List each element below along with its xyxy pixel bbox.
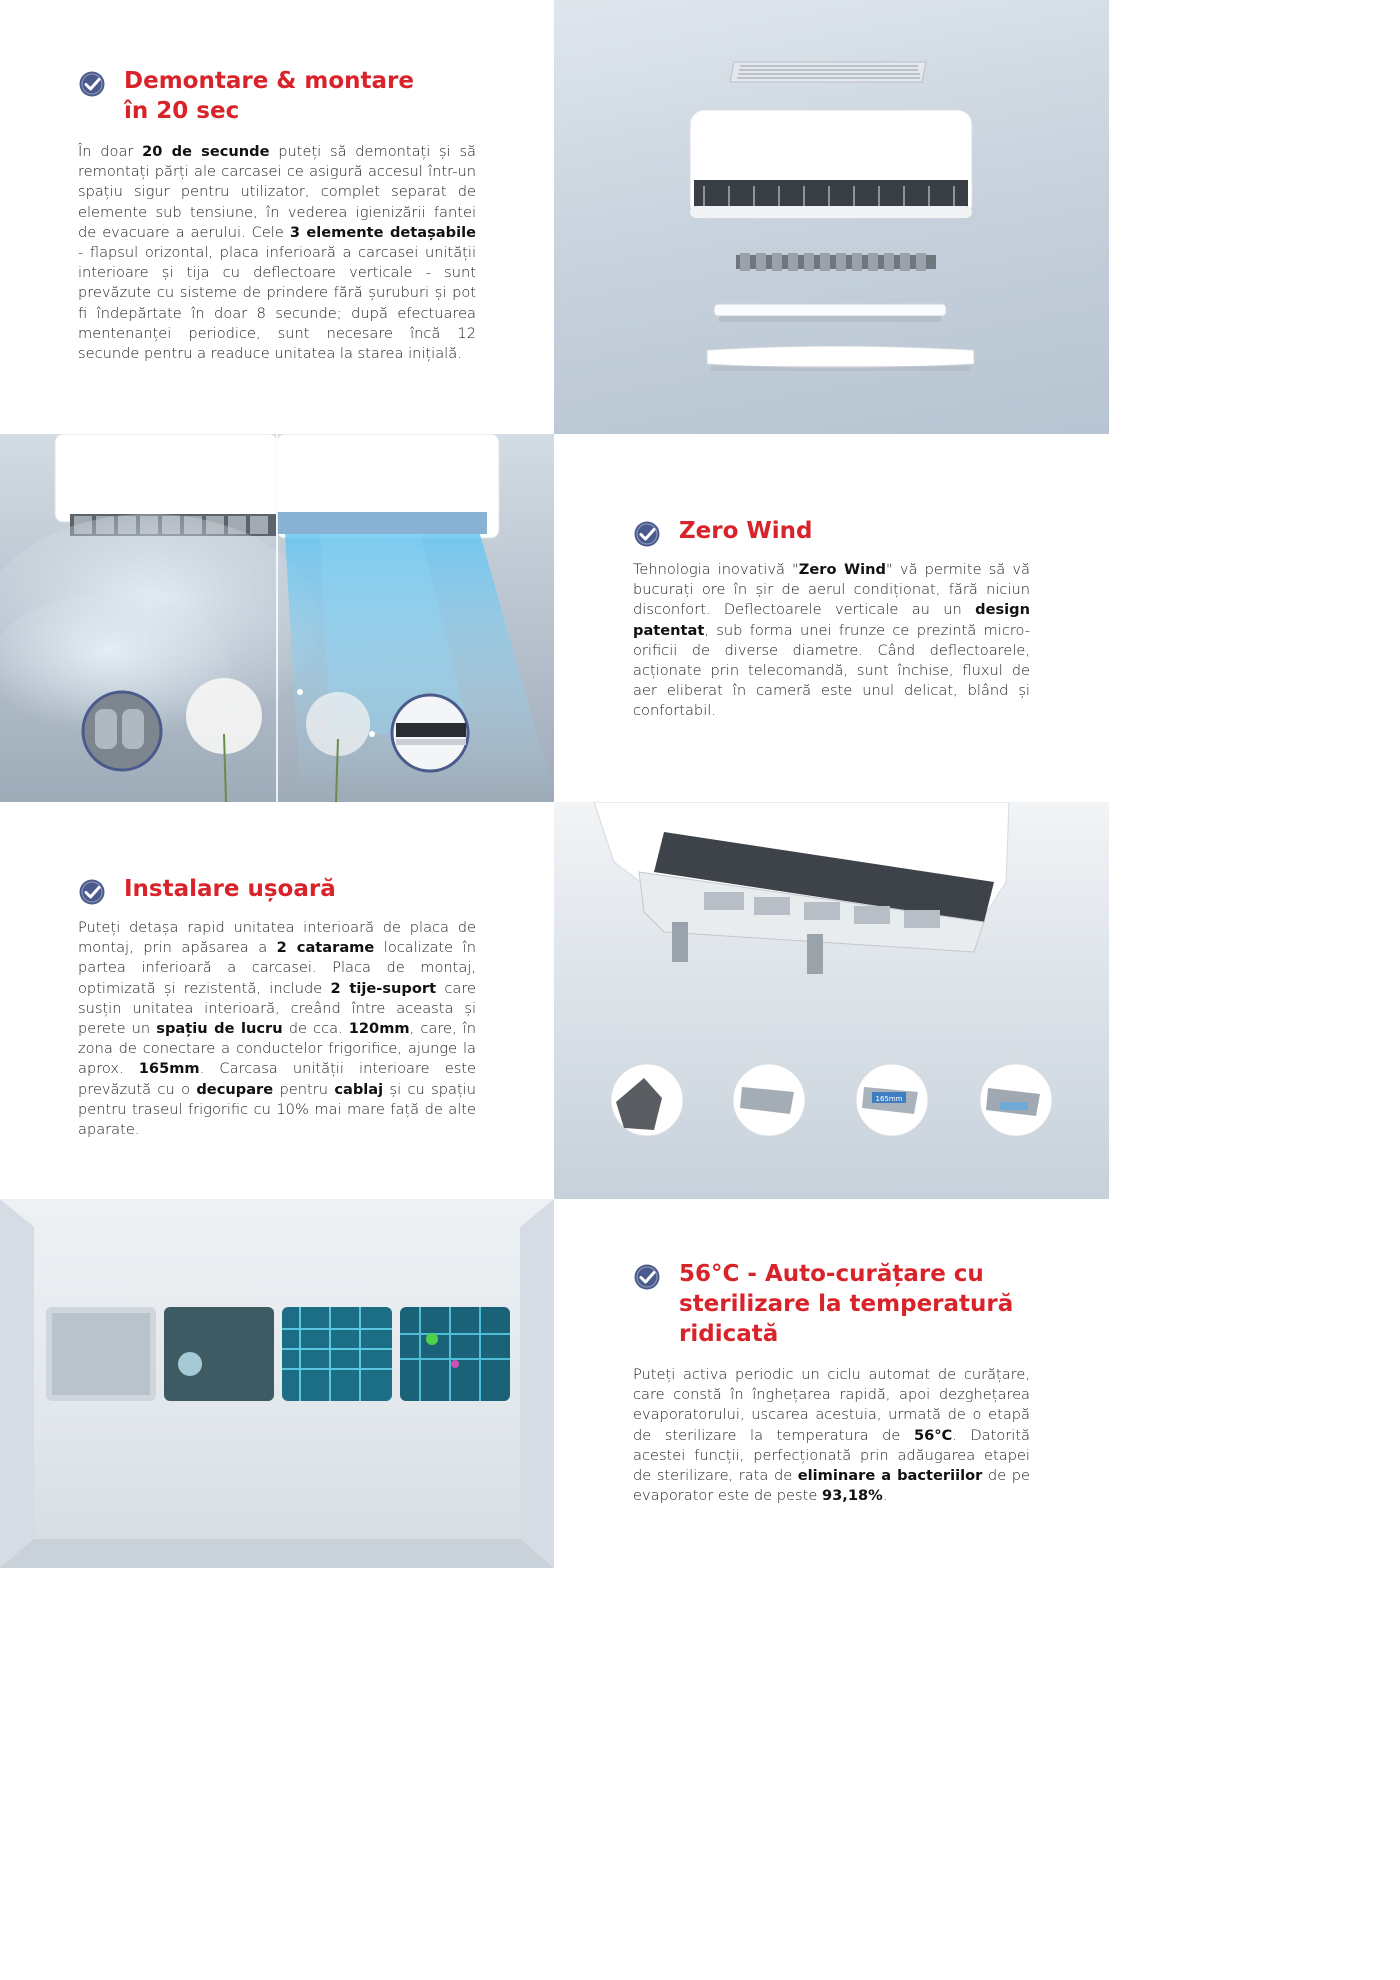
detail-circle-cable-cutout [980,1064,1052,1136]
section-text-cell [0,802,554,1199]
paragraph-text: și cu spațiu pentru traseul frigorific cu 10% mai mare față de alte aparate. [78,1080,476,1139]
feature-description [78,918,476,1140]
product-image-mounting [554,802,1109,1199]
feature-title [124,66,414,126]
deflector-rod-part [736,253,936,271]
indoor-unit-body [690,110,972,218]
paragraph-text: localizate în partea inferioară a carcasei. Placa de montaj, optimizată și rezistentă, include [78,939,476,997]
feature-title [679,1259,1013,1349]
feature-title-line-1: Zero Wind [679,518,813,544]
paragraph-text: În doar [78,143,143,160]
product-image-zero-wind [0,434,554,802]
feature-title-line-1: 56°C - Auto-curățare cu [679,1261,984,1287]
product-image-disassembly [554,0,1109,434]
cleaning-stage-sterilize [400,1307,510,1401]
cleaning-stage-dry [282,1307,392,1401]
feature-title-line-1: Demontare & montare [124,68,414,94]
paragraph-text: de pe evaporator este de peste [633,1467,1030,1505]
feature-description [78,142,476,364]
dandelion-calm [186,678,262,802]
ac-exploded-illustration [554,0,1109,434]
paragraph-text: , sub forma unei frunze ce prezintă micro-orificii de diverse diametre. Când deflectoarele, acționate prin telecomandă, sunt închise, fluxul de aer eliberat în cameră este unul delicat, blând și confortabil. [633,621,1030,720]
filter-grille-part [730,62,926,82]
section-text-cell [0,0,554,434]
closed-deflector-inset [392,695,468,771]
feature-description [633,1365,1030,1506]
paragraph-text: Puteți activa periodic un ciclu automat de curățare, care constă în înghețarea rapidă, apoi dezghețarea evaporatorului, uscarea acestuia, urmată de o etapă de sterilizare la temperatura de [633,1366,1030,1444]
zero-wind-comparison-illustration [0,434,554,802]
emphasis-text: eliminare a bacteriilor [797,1467,983,1485]
paragraph-text: . [882,1487,888,1505]
paragraph-text: de cca. [282,1020,349,1038]
paragraph-text: " vă permite să vă bucurați ore în șir de aerul condiționat, fără niciun disconfort. Deflectoarele verticale au un [633,561,1030,619]
feature-title-line-1: Instalare ușoară [124,876,336,902]
feature-block-demontare [78,66,476,364]
gap-label: 165mm [875,1095,903,1103]
emphasis-text: design patentat [633,601,1030,639]
paragraph-text: pentru [273,1080,335,1098]
section-row-1 [0,0,1109,434]
emphasis-text: spațiu de lucru [156,1020,283,1038]
detail-circle-support-rod [733,1064,805,1136]
feature-title-line-3: ridicată [679,1321,779,1347]
bottom-plate-part [714,304,946,322]
emphasis-text: 20 de secunde [142,143,270,160]
paragraph-text: puteți să demontați și să remontați părți ale carcasei ce asigură accesul într-un spațiu sigur pentru utilizator, complet separat de elemente sub tensiune, în vederea igienizării fantei de evacuare a aerului. Cele [78,143,476,241]
check-badge-icon [78,878,106,906]
emphasis-text: cablaj [334,1080,384,1098]
self-cleaning-room-illustration [0,1199,554,1568]
emphasis-text: 2 catarame [276,939,375,957]
section-row-4 [0,1199,1109,1568]
check-badge-icon [633,520,661,548]
emphasis-text: 93,18% [821,1487,883,1505]
feature-title-line-2: în 20 sec [124,98,240,124]
feature-heading [78,66,476,126]
detail-circle-gap [856,1064,928,1136]
micro-hole-deflector-inset [83,692,161,770]
emphasis-text: 165mm [138,1060,200,1078]
paragraph-text: Tehnologia inovativă " [633,561,799,578]
paragraph-text: . Datorită acestei funcții, perfecționată prin adăugarea etapei de sterilizare, rata de [633,1426,1030,1485]
feature-heading [633,516,1030,548]
cleaning-stage-frost [46,1307,156,1401]
mounting-plate-illustration [554,802,1109,1199]
paragraph-text: care susțin unitatea interioară, creând între aceasta și perete un [78,979,476,1038]
paragraph-text: , care, în zona de conectare a conductelor frigorifice, ajunge la aprox. [78,1020,477,1078]
tilted-indoor-unit [594,802,1009,974]
feature-title [679,516,813,546]
emphasis-text: 56°C [913,1426,953,1444]
feature-description [633,560,1030,722]
feature-block-instalare [78,874,476,1140]
paragraph-text: . Carcasa unității interioare este prevăzută cu o [78,1060,476,1098]
section-text-cell [554,1199,1109,1568]
feature-block-auto-curatare [633,1259,1030,1506]
emphasis-text: decupare [196,1080,274,1098]
emphasis-text: 3 elemente detașabile [289,223,476,241]
emphasis-text: 120mm [348,1020,410,1038]
detail-circle-buckle [611,1064,683,1136]
feature-heading [78,874,476,906]
section-row-2 [0,434,1109,802]
feature-block-zero-wind [633,516,1030,722]
check-badge-icon [78,70,106,98]
paragraph-text: Puteți detașa rapid unitatea interioară de placa de montaj, prin apăsarea a [78,919,476,957]
section-text-cell [554,434,1109,802]
product-image-self-cleaning [0,1199,554,1568]
paragraph-text: - flapsul orizontal, placa inferioară a carcasei unității interioare și tija cu deflectoare verticale - sunt prevăzute cu sisteme de prindere fără șuruburi și pot fi îndepărtate în doar 8 secunde; după efectuarea mentenanței periodice, sunt necesare încă 12 secunde pentru a readuce unitatea la starea inițială. [78,244,476,363]
check-badge-icon [633,1263,661,1291]
emphasis-text: 2 tije-suport [330,979,437,997]
section-row-3 [0,802,1109,1199]
feature-title-line-2: sterilizare la temperatură [679,1291,1014,1317]
horizontal-flap-part [707,346,974,371]
emphasis-text: Zero Wind [798,561,886,578]
feature-heading [633,1259,1030,1349]
feature-title [124,874,336,904]
cleaning-stage-thaw [164,1307,274,1401]
